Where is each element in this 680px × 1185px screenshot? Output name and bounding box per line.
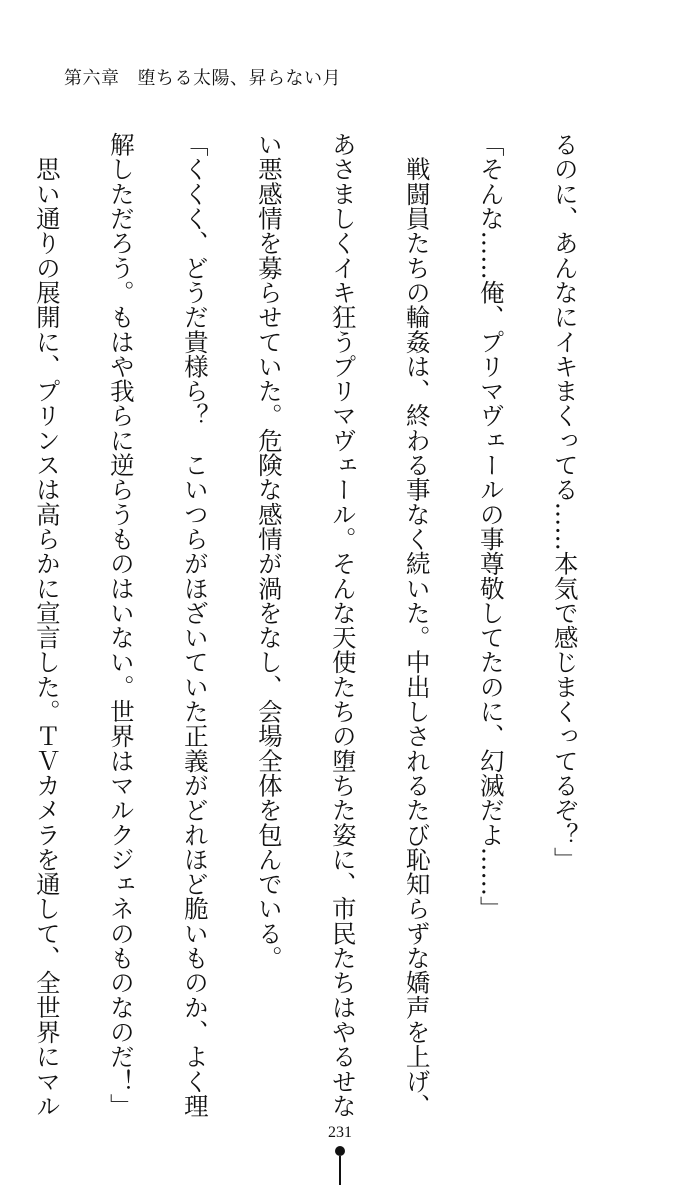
page-marker-dot <box>335 1146 345 1156</box>
chapter-label: 第六章 <box>64 68 120 89</box>
text-column: るのに、あんなにイキまくってる……本気で感じまくってるぞ？」 <box>550 132 580 872</box>
text-column: 思い通りの展開に、プリンスは高らかに宣言した。ＴＶカメラを通して、全世界にマル <box>32 132 62 1118</box>
body-text <box>0 132 626 1118</box>
text-column: 解しただろう。もはや我らに逆らうものはいない。世界はマルクジェネのものなのだ！」 <box>106 132 136 1118</box>
page-number: 231 <box>328 1124 352 1141</box>
running-header <box>64 64 341 90</box>
text-column: 戦闘員たちの輪姦は、終わる事なく続いた。中出しされるたび恥知らずな嬌声を上げ、 <box>402 132 432 1118</box>
chapter-title: 堕ちる太陽、昇らない月 <box>137 68 341 89</box>
page-marker-line <box>339 1156 341 1185</box>
text-column: い悪感情を募らせていた。危険な感情が渦をなし、会場全体を包んでいる。 <box>254 132 284 971</box>
text-column: 「くくく、どうだ貴様ら？ こいつらがほざいていた正義がどれほど脆いものか、よく理 <box>180 132 210 1118</box>
text-column: あさましくイキ狂うプリマヴェール。そんな天使たちの堕ちた姿に、市民たちはやるせな <box>328 132 358 1118</box>
text-column: 「そんな……俺、プリマヴェールの事尊敬してたのに、幻滅だよ……」 <box>476 132 506 921</box>
